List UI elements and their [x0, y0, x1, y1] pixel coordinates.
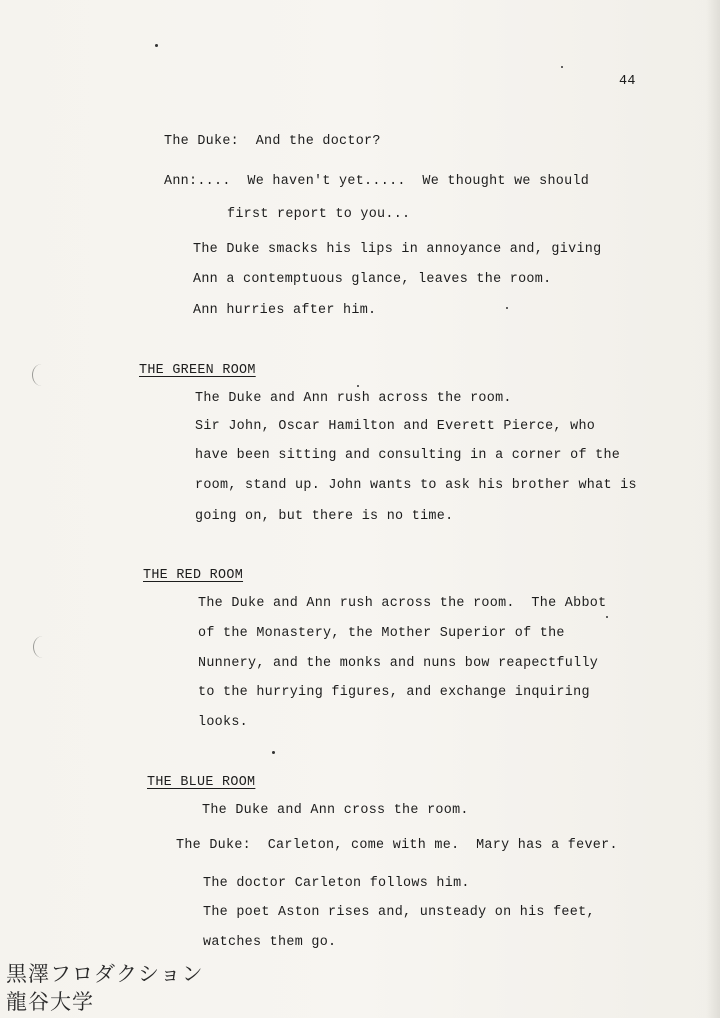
- action-line: The Duke smacks his lips in annoyance and, giving: [193, 242, 602, 257]
- action-line: Ann hurries after him.: [193, 303, 377, 318]
- action-line: Ann a contemptuous glance, leaves the room.: [193, 272, 552, 287]
- action-line: The poet Aston rises and, unsteady on his feet,: [203, 905, 595, 920]
- ink-speck: [506, 307, 508, 309]
- action-line: watches them go.: [203, 935, 337, 950]
- dialogue-line: The Duke: Carleton, come with me. Mary has a fever.: [176, 838, 618, 853]
- dialogue-line: Ann:.... We haven't yet..... We thought we should: [164, 174, 590, 189]
- ink-speck: [357, 385, 359, 387]
- page-edge-shadow: [706, 0, 720, 1018]
- scene-heading: THE RED ROOM: [143, 568, 244, 583]
- action-line: Sir John, Oscar Hamilton and Everett Pierce, who: [195, 419, 596, 434]
- punch-hole-mark: [32, 364, 51, 386]
- ink-speck: [606, 616, 608, 618]
- action-line: The Duke and Ann rush across the room. The Abbot: [198, 596, 607, 611]
- action-line: The Duke and Ann rush across the room.: [195, 391, 512, 406]
- action-line: of the Monastery, the Mother Superior of the: [198, 626, 565, 641]
- ink-speck: [155, 44, 158, 47]
- watermark-production: 黒澤フロダクション: [6, 962, 204, 986]
- action-line: going on, but there is no time.: [195, 509, 454, 524]
- action-line: room, stand up. John wants to ask his brother what is: [195, 478, 637, 493]
- action-line: The doctor Carleton follows him.: [203, 876, 470, 891]
- action-line: The Duke and Ann cross the room.: [202, 803, 469, 818]
- ink-speck: [272, 751, 275, 754]
- scene-heading: THE BLUE ROOM: [147, 775, 256, 790]
- action-line: Nunnery, and the monks and nuns bow reapectfully: [198, 656, 599, 671]
- watermark-university: 龍谷大学: [6, 990, 94, 1014]
- punch-hole-mark: [33, 636, 52, 658]
- action-line: have been sitting and consulting in a corner of the: [195, 448, 621, 463]
- scene-heading: THE GREEN ROOM: [139, 363, 256, 378]
- action-line: looks.: [198, 715, 249, 730]
- action-line: to the hurrying figures, and exchange inquiring: [198, 685, 590, 700]
- ink-speck: [561, 66, 563, 68]
- page-number: 44: [619, 74, 636, 89]
- dialogue-line: The Duke: And the doctor?: [164, 134, 381, 149]
- dialogue-line: first report to you...: [227, 207, 411, 222]
